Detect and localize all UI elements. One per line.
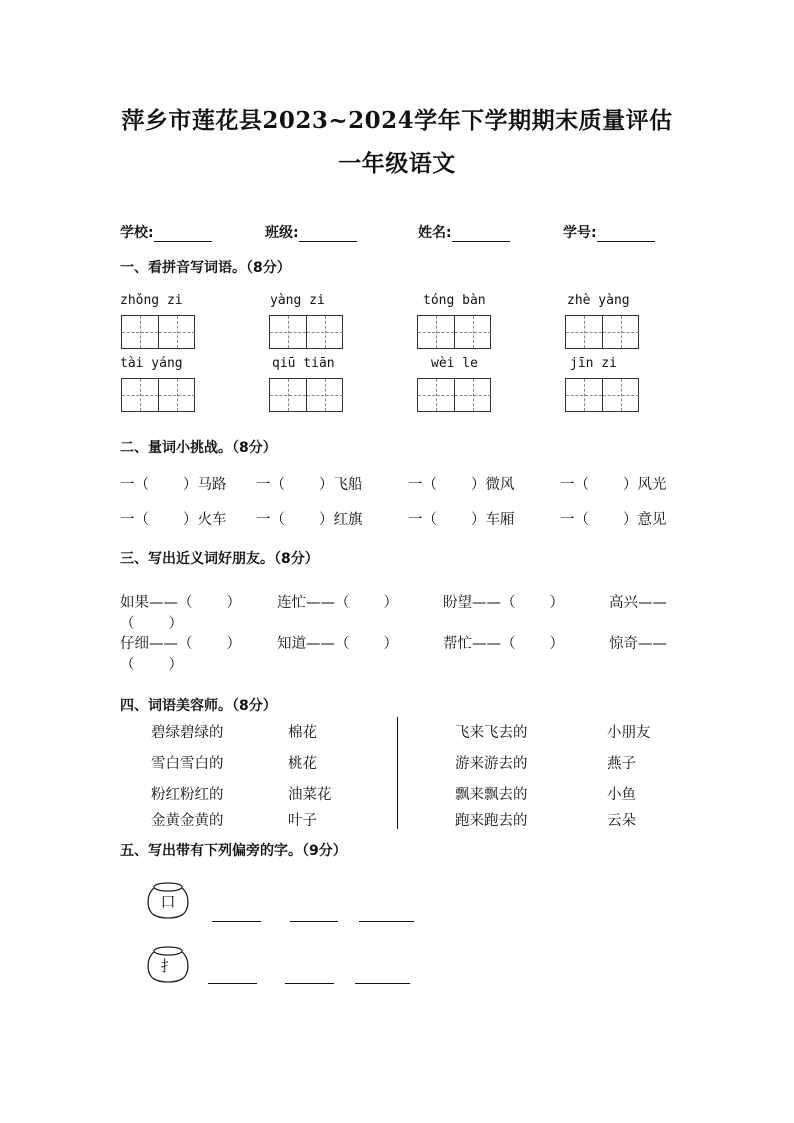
pinyin-label: zhè yàng (567, 293, 630, 308)
pinyin-label: jīn zi (570, 356, 617, 371)
match-adjective[interactable]: 游来游去的 (455, 756, 528, 772)
section3-heading: 三、写出近义词好朋友。（8分） (120, 551, 319, 567)
match-adjective[interactable]: 飘来飘去的 (455, 787, 528, 803)
writing-grid[interactable] (417, 315, 491, 349)
writing-grid[interactable] (121, 315, 195, 349)
writing-grid[interactable] (121, 378, 195, 412)
writing-grid[interactable] (269, 378, 343, 412)
writing-grid[interactable] (417, 378, 491, 412)
match-noun[interactable]: 油菜花 (288, 787, 332, 803)
pinyin-label: tài yáng (120, 356, 183, 371)
radical-shou: 扌 (160, 957, 176, 975)
answer-blank[interactable] (285, 983, 334, 984)
name-field[interactable]: 姓名: (418, 222, 510, 242)
synonym-item[interactable]: 惊奇—— (609, 636, 667, 652)
answer-blank[interactable] (355, 983, 410, 984)
synonym-item[interactable]: 知道——（ ） (277, 636, 398, 652)
writing-grid[interactable] (565, 315, 639, 349)
synonym-item[interactable]: 盼望——（ ） (443, 595, 564, 611)
match-adjective[interactable]: 飞来飞去的 (455, 725, 528, 741)
pinyin-label: qiū tiān (272, 356, 335, 371)
match-noun[interactable]: 小朋友 (607, 725, 651, 741)
synonym-item[interactable]: 如果——（ ） (120, 595, 241, 611)
radical-kou: 口 (160, 893, 176, 911)
match-noun[interactable]: 叶子 (288, 813, 317, 829)
answer-blank[interactable] (208, 983, 257, 984)
match-noun[interactable]: 小鱼 (607, 787, 636, 803)
measure-word-item[interactable]: 一（ ）车厢 (408, 512, 515, 528)
section5-heading: 五、写出带有下列偏旁的字。（9分） (120, 843, 347, 859)
synonym-item[interactable]: 高兴—— (609, 595, 667, 611)
student-id-field[interactable]: 学号: (563, 222, 655, 242)
answer-blank[interactable] (290, 921, 338, 922)
pinyin-label: wèi le (431, 356, 478, 371)
pinyin-label: yàng zi (270, 293, 325, 308)
pinyin-label: tóng bàn (423, 293, 486, 308)
section1-heading: 一、看拼音写词语。（8分） (120, 260, 291, 276)
match-adjective[interactable]: 雪白雪白的 (151, 756, 224, 772)
pinyin-label: zhǒng zi (120, 293, 183, 308)
page-title: 萍乡市莲花县2023~2024学年下学期期末质量评估 (121, 107, 673, 134)
match-adjective[interactable]: 粉红粉红的 (151, 787, 224, 803)
writing-grid[interactable] (269, 315, 343, 349)
section4-heading: 四、词语美容师。（8分） (120, 698, 277, 714)
synonym-item[interactable]: 帮忙——（ ） (443, 636, 564, 652)
measure-word-item[interactable]: 一（ ）风光 (560, 477, 667, 493)
match-adjective[interactable]: 金黄金黄的 (151, 813, 224, 829)
match-adjective[interactable]: 跑来跑去的 (455, 813, 528, 829)
match-noun[interactable]: 燕子 (607, 756, 636, 772)
synonym-item-wrap[interactable]: （ ） (120, 616, 183, 632)
page-subtitle: 一年级语文 (338, 150, 456, 177)
answer-blank[interactable] (212, 921, 261, 922)
measure-word-item[interactable]: 一（ ）火车 (120, 512, 227, 528)
synonym-item[interactable]: 连忙——（ ） (277, 595, 398, 611)
answer-blank[interactable] (359, 921, 414, 922)
measure-word-item[interactable]: 一（ ）红旗 (256, 512, 363, 528)
measure-word-item[interactable]: 一（ ）马路 (120, 477, 227, 493)
match-noun[interactable]: 桃花 (288, 756, 317, 772)
measure-word-item[interactable]: 一（ ）飞船 (256, 477, 363, 493)
match-adjective[interactable]: 碧绿碧绿的 (151, 725, 224, 741)
section2-heading: 二、量词小挑战。（8分） (120, 440, 277, 456)
class-field[interactable]: 班级: (265, 222, 357, 242)
synonym-item-wrap[interactable]: （ ） (120, 657, 183, 673)
school-field[interactable]: 学校: (120, 222, 212, 242)
column-divider (397, 717, 398, 829)
match-noun[interactable]: 云朵 (607, 813, 636, 829)
writing-grid[interactable] (565, 378, 639, 412)
measure-word-item[interactable]: 一（ ）意见 (560, 512, 667, 528)
measure-word-item[interactable]: 一（ ）微风 (408, 477, 515, 493)
synonym-item[interactable]: 仔细——（ ） (120, 636, 241, 652)
match-noun[interactable]: 棉花 (288, 725, 317, 741)
